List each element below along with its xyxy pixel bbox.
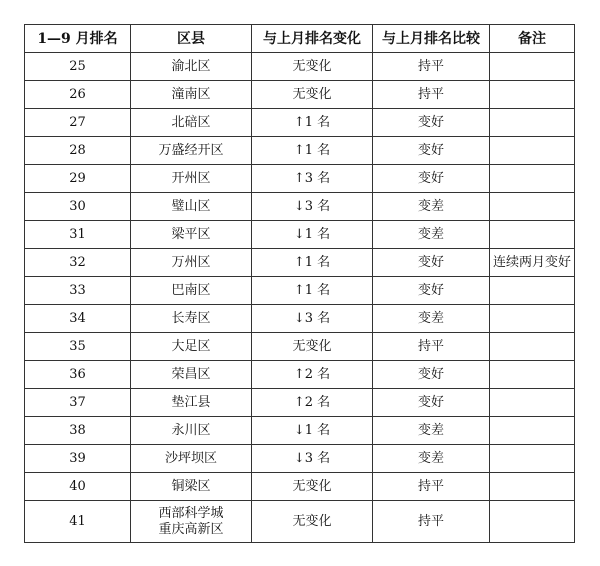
- table-body: [25, 53, 575, 543]
- district-name-line: 重庆高新区: [158, 521, 224, 537]
- rank-cell: 36: [25, 361, 131, 389]
- change-cell: ↑2 名: [252, 361, 373, 389]
- district-cell: 永川区: [131, 417, 252, 445]
- district-cell: 璧山区: [131, 193, 252, 221]
- district-cell: 万盛经开区: [131, 137, 252, 165]
- compare-cell: 变差: [373, 305, 490, 333]
- district-cell: 梁平区: [131, 221, 252, 249]
- header-rank-change: 与上月排名变化: [252, 25, 373, 53]
- table-row: [25, 81, 575, 109]
- district-cell: 铜梁区: [131, 473, 252, 501]
- rank-cell: 29: [25, 165, 131, 193]
- note-cell: [490, 333, 575, 361]
- district-cell: 北碚区: [131, 109, 252, 137]
- note-cell: [490, 501, 575, 543]
- rank-cell: 30: [25, 193, 131, 221]
- change-cell: ↑2 名: [252, 389, 373, 417]
- compare-cell: 变好: [373, 249, 490, 277]
- compare-cell: 持平: [373, 53, 490, 81]
- district-cell: 沙坪坝区: [131, 445, 252, 473]
- change-cell: ↓3 名: [252, 445, 373, 473]
- table-row: [25, 221, 575, 249]
- table-row: [25, 473, 575, 501]
- district-cell: 长寿区: [131, 305, 252, 333]
- rank-cell: 41: [25, 501, 131, 543]
- note-cell: 连续两月变好: [490, 249, 575, 277]
- district-cell: [131, 501, 252, 543]
- note-cell: [490, 361, 575, 389]
- change-cell: ↑1 名: [252, 109, 373, 137]
- change-cell: 无变化: [252, 81, 373, 109]
- note-cell: [490, 109, 575, 137]
- note-cell: [490, 445, 575, 473]
- header-district: 区县: [131, 25, 252, 53]
- rank-cell: 26: [25, 81, 131, 109]
- note-cell: [490, 277, 575, 305]
- rank-cell: 38: [25, 417, 131, 445]
- rank-cell: 28: [25, 137, 131, 165]
- ranking-table: [24, 24, 575, 543]
- change-cell: 无变化: [252, 473, 373, 501]
- compare-cell: 变好: [373, 165, 490, 193]
- header-rank-compare: 与上月排名比较: [373, 25, 490, 53]
- compare-cell: 变好: [373, 389, 490, 417]
- table-header: [25, 25, 575, 53]
- district-name-line: 西部科学城: [158, 505, 224, 521]
- table-row: [25, 361, 575, 389]
- change-cell: ↓1 名: [252, 221, 373, 249]
- rank-cell: 40: [25, 473, 131, 501]
- change-cell: ↓3 名: [252, 193, 373, 221]
- note-cell: [490, 473, 575, 501]
- district-cell: 巴南区: [131, 277, 252, 305]
- compare-cell: 变好: [373, 137, 490, 165]
- note-cell: [490, 305, 575, 333]
- district-cell: 大足区: [131, 333, 252, 361]
- compare-cell: 变差: [373, 417, 490, 445]
- compare-cell: 变差: [373, 193, 490, 221]
- change-cell: ↑1 名: [252, 137, 373, 165]
- change-cell: ↓3 名: [252, 305, 373, 333]
- table-row: [25, 53, 575, 81]
- change-cell: 无变化: [252, 53, 373, 81]
- rank-cell: 25: [25, 53, 131, 81]
- district-cell: 垫江县: [131, 389, 252, 417]
- note-cell: [490, 165, 575, 193]
- change-cell: ↑1 名: [252, 249, 373, 277]
- note-cell: [490, 81, 575, 109]
- compare-cell: 变好: [373, 361, 490, 389]
- table-row: [25, 501, 575, 543]
- compare-cell: 变差: [373, 221, 490, 249]
- district-cell: 开州区: [131, 165, 252, 193]
- rank-cell: 27: [25, 109, 131, 137]
- header-row: [25, 25, 575, 53]
- change-cell: 无变化: [252, 333, 373, 361]
- compare-cell: 持平: [373, 501, 490, 543]
- note-cell: [490, 221, 575, 249]
- rank-cell: 31: [25, 221, 131, 249]
- compare-cell: 变差: [373, 445, 490, 473]
- note-cell: [490, 137, 575, 165]
- table-row: [25, 109, 575, 137]
- rank-cell: 35: [25, 333, 131, 361]
- table-row: [25, 277, 575, 305]
- table-row: [25, 445, 575, 473]
- rank-cell: 39: [25, 445, 131, 473]
- table-row: [25, 305, 575, 333]
- change-cell: ↑3 名: [252, 165, 373, 193]
- table-row: [25, 249, 575, 277]
- header-note: 备注: [490, 25, 575, 53]
- compare-cell: 变好: [373, 277, 490, 305]
- change-cell: ↓1 名: [252, 417, 373, 445]
- note-cell: [490, 193, 575, 221]
- compare-cell: 持平: [373, 473, 490, 501]
- table-row: [25, 333, 575, 361]
- district-cell: 潼南区: [131, 81, 252, 109]
- district-cell: 荣昌区: [131, 361, 252, 389]
- district-cell: 渝北区: [131, 53, 252, 81]
- compare-cell: 持平: [373, 81, 490, 109]
- note-cell: [490, 417, 575, 445]
- note-cell: [490, 53, 575, 81]
- rank-cell: 37: [25, 389, 131, 417]
- table-row: [25, 137, 575, 165]
- compare-cell: 变好: [373, 109, 490, 137]
- table-row: [25, 165, 575, 193]
- header-rank: 1—9 月排名: [25, 25, 131, 53]
- table-row: [25, 389, 575, 417]
- change-cell: ↑1 名: [252, 277, 373, 305]
- table-row: [25, 193, 575, 221]
- rank-cell: 33: [25, 277, 131, 305]
- district-cell: 万州区: [131, 249, 252, 277]
- change-cell: 无变化: [252, 501, 373, 543]
- note-cell: [490, 389, 575, 417]
- rank-cell: 34: [25, 305, 131, 333]
- rank-cell: 32: [25, 249, 131, 277]
- compare-cell: 持平: [373, 333, 490, 361]
- table-row: [25, 417, 575, 445]
